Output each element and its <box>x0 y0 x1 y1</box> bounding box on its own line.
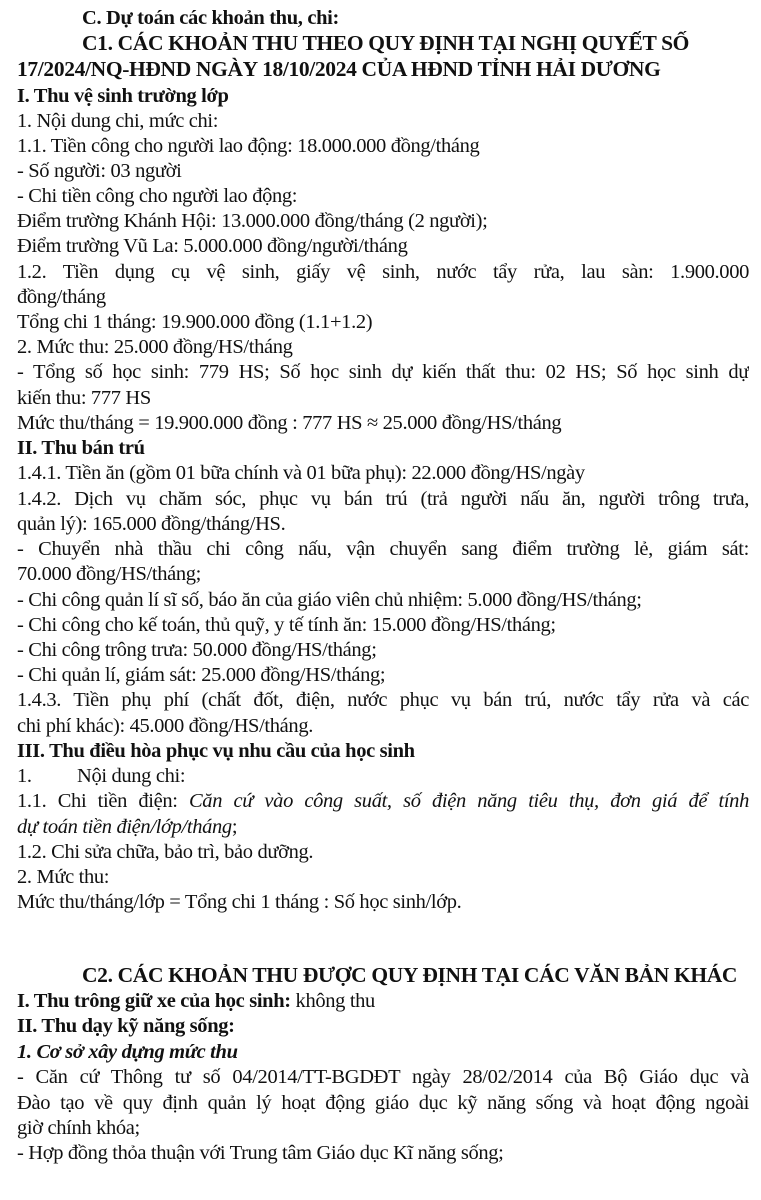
part2-line: 70.000 đồng/HS/tháng; <box>17 563 201 585</box>
part1-heading: I. Thu vệ sinh trường lớp <box>17 85 229 107</box>
part3-item1-number: 1. <box>17 765 32 787</box>
part2-line: 1.4.2. Dịch vụ chăm sóc, phục vụ bán trú (trả người nấu ăn, người trông trưa, <box>17 488 749 510</box>
c2-line: - Căn cứ Thông tư số 04/2014/TT-BGDĐT ngày 28/02/2014 của Bộ Giáo dục và <box>17 1066 749 1088</box>
c2-title: C2. CÁC KHOẢN THU ĐƯỢC QUY ĐỊNH TẠI CÁC VĂN BẢN KHÁC <box>82 963 738 987</box>
c2-part2-heading: II. Thu dạy kỹ năng sống: <box>17 1015 235 1037</box>
c2-part1-value: không thu <box>290 990 375 1012</box>
part1-line: kiến thu: 777 HS <box>17 387 151 409</box>
c2-part1-heading: I. Thu trông giữ xe của học sinh: <box>17 990 291 1012</box>
part2-heading: II. Thu bán trú <box>17 437 145 459</box>
part1-line: Mức thu/tháng = 19.900.000 đồng : 777 HS ≈ 25.000 đồng/HS/tháng <box>17 412 562 434</box>
part2-line: 1.4.3. Tiền phụ phí (chất đốt, điện, nước phục vụ bán trú, nước tẩy rửa và các <box>17 689 749 711</box>
part3-item11 <box>17 789 749 814</box>
part2-line: 1.4.1. Tiền ăn (gồm 01 bữa chính và 01 bữa phụ): 22.000 đồng/HS/ngày <box>17 462 585 484</box>
part1-line: đồng/tháng <box>17 286 106 308</box>
part2-line: - Chi công trông trưa: 50.000 đồng/HS/tháng; <box>17 639 377 661</box>
part1-line: Điểm trường Khánh Hội: 13.000.000 đồng/tháng (2 người); <box>17 210 488 232</box>
part2-line: chi phí khác): 45.000 đồng/HS/tháng. <box>17 715 314 737</box>
section-c-title: C. Dự toán các khoản thu, chi: <box>82 7 339 29</box>
part1-line: 1.1. Tiền công cho người lao động: 18.000.000 đồng/tháng <box>17 135 480 157</box>
part1-line: 1.2. Tiền dụng cụ vệ sinh, giấy vệ sinh, nước tẩy rửa, lau sàn: 1.900.000 <box>17 261 749 283</box>
part2-line: - Chi công quản lí sĩ số, báo ăn của giáo viên chủ nhiệm: 5.000 đồng/HS/tháng; <box>17 589 642 611</box>
part3-item11-italic: Căn cứ vào công suất, số điện năng tiêu thụ, đơn giá để tính <box>188 790 749 812</box>
part2-line: - Chi quản lí, giám sát: 25.000 đồng/HS/tháng; <box>17 664 386 686</box>
part1-line: - Chi tiền công cho người lao động: <box>17 185 298 207</box>
part1-line: - Số người: 03 người <box>17 160 182 182</box>
part3-item11-cont <box>17 815 749 840</box>
part2-line: quản lý): 165.000 đồng/tháng/HS. <box>17 513 286 535</box>
part3-formula: Mức thu/tháng/lớp = Tổng chi 1 tháng : Số học sinh/lớp. <box>17 891 462 913</box>
c2-line: Đào tạo về quy định quản lý hoạt động giáo dục kỹ năng sống và hoạt động ngoài <box>17 1092 749 1114</box>
c2-part1 <box>17 989 749 1014</box>
part3-item1 <box>17 764 749 789</box>
part2-line: - Chi công cho kế toán, thủ quỹ, y tế tính ăn: 15.000 đồng/HS/tháng; <box>17 614 556 636</box>
part3-item12: 1.2. Chi sửa chữa, bảo trì, bảo dưỡng. <box>17 841 314 863</box>
part1-line: Tổng chi 1 tháng: 19.900.000 đồng (1.1+1.2) <box>17 311 373 333</box>
c2-sub1-heading: 1. Cơ sở xây dựng mức thu <box>17 1041 238 1063</box>
c2-line: giờ chính khóa; <box>17 1117 140 1139</box>
part1-line: Điểm trường Vũ La: 5.000.000 đồng/người/tháng <box>17 235 408 257</box>
part2-line: - Chuyển nhà thầu chi công nấu, vận chuyển sang điểm trường lẻ, giám sát: <box>17 538 749 560</box>
part3-item1-text: Nội dung chi: <box>77 765 186 787</box>
part3-item2: 2. Mức thu: <box>17 866 110 888</box>
part1-line: 1. Nội dung chi, mức chi: <box>17 110 219 132</box>
c1-title-line1: C1. CÁC KHOẢN THU THEO QUY ĐỊNH TẠI NGHỊ QUYẾT SỐ <box>82 31 690 55</box>
c1-title-line2: 17/2024/NQ-HĐND NGÀY 18/10/2024 CỦA HĐND TỈNH HẢI DƯƠNG <box>17 57 661 81</box>
part1-line: 2. Mức thu: 25.000 đồng/HS/tháng <box>17 336 293 358</box>
c2-line: - Hợp đồng thỏa thuận với Trung tâm Giáo dục Kĩ năng sống; <box>17 1142 504 1164</box>
part3-item11-italic-cont: dự toán tiền điện/lớp/tháng <box>17 816 232 838</box>
part3-heading: III. Thu điều hòa phục vụ nhu cầu của học sinh <box>17 740 415 762</box>
part1-line: - Tổng số học sinh: 779 HS; Số học sinh dự kiến thất thu: 02 HS; Số học sinh dự <box>17 361 749 383</box>
part3-item11-prefix: 1.1. Chi tiền điện: <box>17 790 189 812</box>
part3-item11-suffix: ; <box>231 816 238 838</box>
